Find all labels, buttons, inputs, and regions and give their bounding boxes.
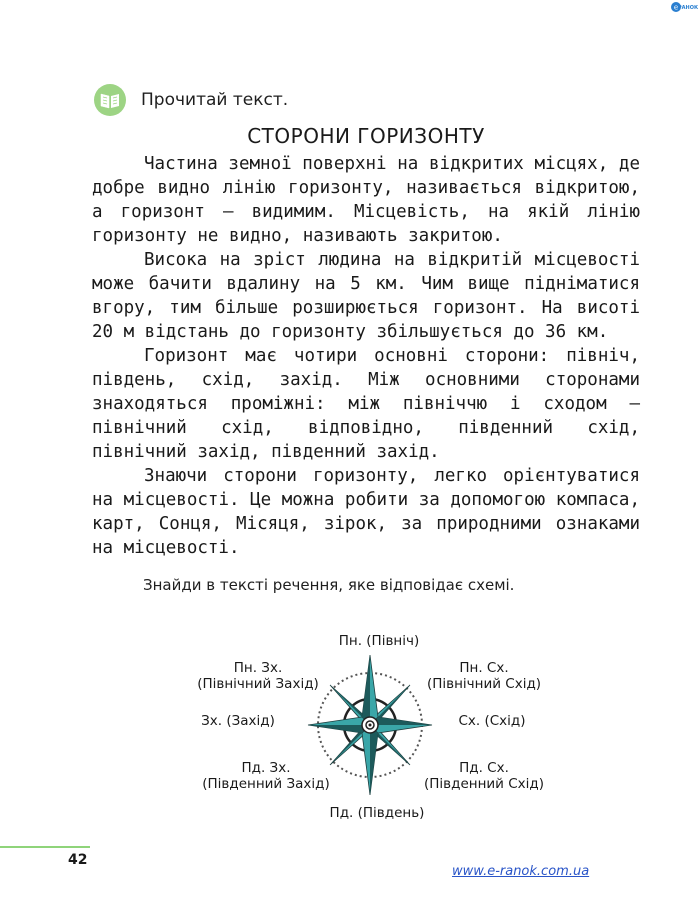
section-title: СТОРОНИ ГОРИЗОНТУ xyxy=(247,124,485,148)
svg-text:РАНОК: РАНОК xyxy=(677,5,699,11)
label-southeast-abbr: Пд. Сх. xyxy=(459,760,509,776)
paragraph: Знаючи сторони горизонту, легко орієнтуватися на місцевості. Це можна робити за допомогою компаса, карт, Сонця, Місяця, зірок, за природними ознаками на місцевості. xyxy=(92,466,640,558)
task-instruction: Прочитай текст. xyxy=(141,90,289,110)
label-southeast-full: (Південний Схід) xyxy=(423,776,545,792)
label-southwest-abbr: Пд. Зх. xyxy=(241,760,291,776)
footer-divider xyxy=(0,846,90,848)
label-northeast-full: (Північний Схід) xyxy=(426,676,542,692)
publisher-link[interactable]: www.e-ranok.com.ua xyxy=(452,864,590,879)
paragraph: Висока на зріст людина на відкритій місцевості може бачити вдалину на 5 км. Чим вище підніматися вгору, тим більше розширюється горизонт. На висоті 20 м відстань до горизонту збільшується до 36 км. xyxy=(92,250,640,342)
paragraph: Горизонт має чотири основні сторони: північ, південь, схід, захід. Між основними сторонами знаходяться проміжні: між північчю і сходом — північний схід, відповідно, південний схід, північний захід, південний захід. xyxy=(92,346,640,462)
publisher-logo xyxy=(670,1,699,13)
label-east: Сх. (Схід) xyxy=(458,713,526,729)
label-southwest xyxy=(196,760,336,792)
paragraph: Частина земної поверхні на відкритих місцях, де добре видно лінію горизонту, називається відкритою, а горизонт — видимим. Місцевість, на якій лінію горизонту не видно, називають закритою. xyxy=(92,154,640,246)
label-northwest-abbr: Пн. Зх. xyxy=(233,660,283,676)
label-southwest-full: (Південний Захід) xyxy=(202,776,330,792)
task-read-text xyxy=(93,80,288,120)
svg-text:e: e xyxy=(673,3,679,12)
task-find-sentence: Знайди в тексті речення, яке відповідає схемі. xyxy=(143,576,515,594)
book-icon xyxy=(93,83,127,117)
body-text xyxy=(92,152,640,560)
label-northwest-full: (Північний Захід) xyxy=(197,676,319,692)
label-southeast xyxy=(420,760,548,792)
page-number: 42 xyxy=(68,852,88,868)
label-northwest xyxy=(188,660,328,692)
label-north: Пн. (Північ) xyxy=(338,633,420,649)
label-northeast xyxy=(420,660,548,692)
label-west: Зх. (Захід) xyxy=(201,713,275,729)
label-northeast-abbr: Пн. Сх. xyxy=(459,660,509,676)
label-south: Пд. (Південь) xyxy=(329,805,425,821)
